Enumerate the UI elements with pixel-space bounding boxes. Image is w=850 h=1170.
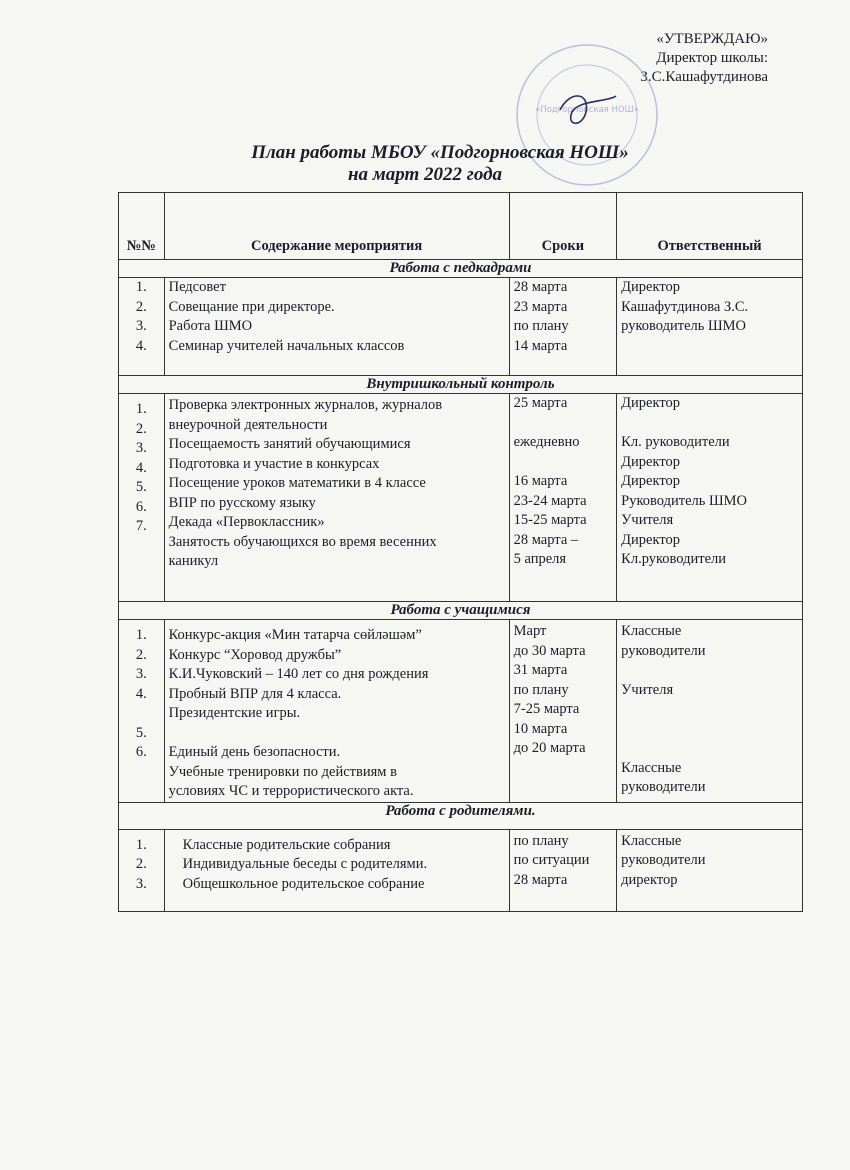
item-number: 3. <box>135 318 147 334</box>
item-content: каникул <box>168 553 219 569</box>
item-number: 5. <box>135 724 147 741</box>
item-date: 25 марта <box>513 395 568 411</box>
item-content: Декада «Первоклассник» <box>168 514 325 530</box>
item-number: 1. <box>135 401 147 417</box>
item-numbers <box>119 394 165 602</box>
item-number: 4. <box>135 685 147 702</box>
item-date: Март <box>513 623 547 639</box>
item-number: 4. <box>135 459 147 476</box>
header-dates: Сроки <box>509 193 617 260</box>
item-responsible: Классные <box>621 832 682 849</box>
item-number: 7. <box>135 518 147 534</box>
title-line-2: на март 2022 года <box>347 164 503 185</box>
spacer <box>621 700 798 720</box>
item-date: 23-24 марта <box>513 492 587 509</box>
item-responsible: Директор <box>621 531 680 548</box>
item-responsible: Директор <box>621 395 680 411</box>
section-row <box>119 260 803 278</box>
item-content: Общешкольное родительское собрание <box>182 875 425 892</box>
header-responsible: Ответственный <box>617 193 803 260</box>
section-title: Работа с педкадрами <box>119 260 803 278</box>
item-content: Конкурс-акция «Мин татарча сөйләшәм” <box>168 627 422 643</box>
item-number: 3. <box>135 666 147 682</box>
item-number: 1. <box>135 836 147 853</box>
item-date: 31 марта <box>513 662 568 678</box>
spacer <box>514 414 613 434</box>
item-content: ВПР по русскому языку <box>168 494 316 511</box>
plan-table <box>118 192 803 912</box>
item-date: до 20 марта <box>513 740 586 756</box>
item-content: Совещание при директоре. <box>168 298 335 315</box>
item-content: Президентские игры. <box>168 705 301 721</box>
item-responsibles <box>617 394 803 602</box>
item-content: Индивидуальные беседы с родителями. <box>182 856 428 872</box>
item-content: Учебные тренировки по действиям в <box>168 763 397 780</box>
item-content: условиях ЧС и террористического акта. <box>168 783 414 799</box>
item-responsible: Руководитель ШМО <box>621 492 747 509</box>
item-responsible: Директор <box>621 453 680 470</box>
item-content: Занятость обучающихся во время весенних <box>168 533 437 550</box>
item-date: 7-25 марта <box>513 701 580 717</box>
item-content: Пробный ВПР для 4 класса. <box>168 685 342 702</box>
item-responsible: Классные <box>621 623 682 639</box>
item-numbers <box>119 620 165 803</box>
item-responsible: Директор <box>621 473 680 489</box>
item-contents <box>164 394 509 602</box>
item-date: 10 марта <box>513 720 568 737</box>
item-date: по плану <box>513 681 569 698</box>
stamp-text: «Подгорновская НОШ» <box>535 105 639 115</box>
spacer <box>621 661 798 681</box>
section-row <box>119 602 803 620</box>
section-title: Работа с родителями. <box>119 802 803 829</box>
spacer <box>514 453 613 473</box>
item-responsible: Кл.руководители <box>621 551 727 567</box>
header-content: Содержание мероприятия <box>164 193 509 260</box>
spacer <box>169 724 505 744</box>
item-dates <box>509 829 617 911</box>
item-date: 28 марта <box>513 279 568 295</box>
item-responsible: Кашафутдинова З.С. <box>621 298 749 315</box>
item-responsibles <box>617 829 803 911</box>
spacer <box>621 739 798 759</box>
item-date: 28 марта – <box>513 531 579 548</box>
item-contents <box>164 278 509 376</box>
item-number: 1. <box>135 279 147 295</box>
item-dates <box>509 394 617 602</box>
item-date: до 30 марта <box>513 642 586 659</box>
item-date: 15-25 марта <box>513 512 587 528</box>
header-num: №№ <box>119 193 165 260</box>
item-number: 3. <box>135 440 147 456</box>
approval-heading: «УТВЕРЖДАЮ» <box>656 31 768 47</box>
approval-position: Директор школы: <box>656 50 768 66</box>
item-number: 6. <box>135 498 147 515</box>
item-responsibles <box>617 278 803 376</box>
item-dates <box>509 278 617 376</box>
item-content: Педсовет <box>168 279 226 295</box>
item-dates <box>509 620 617 803</box>
spacer <box>621 414 798 434</box>
item-content: Классные родительские собрания <box>182 836 391 853</box>
section-title: Внутришкольный контроль <box>119 376 803 394</box>
table-header-row <box>119 193 803 260</box>
item-responsible: Кл. руководители <box>621 434 730 450</box>
item-content: Посещаемость занятий обучающимися <box>168 436 411 452</box>
item-date: по ситуации <box>513 852 590 868</box>
item-number: 2. <box>135 298 147 315</box>
section-title: Работа с учащимися <box>119 602 803 620</box>
item-content: Работа ШМО <box>168 318 253 334</box>
document-title <box>0 142 850 186</box>
item-responsible: Директор <box>621 279 680 295</box>
item-numbers <box>119 829 165 911</box>
item-number: 2. <box>135 856 147 872</box>
spacer <box>621 720 798 740</box>
item-date: 23 марта <box>513 298 568 315</box>
item-content: Подготовка и участие в конкурсах <box>168 455 380 472</box>
item-date: 5 апреля <box>513 551 567 567</box>
item-responsible: руководители <box>621 852 706 868</box>
table-row <box>119 829 803 911</box>
table-row <box>119 620 803 803</box>
item-date: 16 марта <box>513 473 568 489</box>
section-row <box>119 376 803 394</box>
item-number: 2. <box>135 420 147 437</box>
item-responsible: руководители <box>621 779 706 795</box>
item-content: Семинар учителей начальных классов <box>168 337 405 354</box>
item-responsible: руководитель ШМО <box>621 318 746 334</box>
table-row <box>119 394 803 602</box>
item-number: 5. <box>135 479 147 495</box>
section-row <box>119 802 803 829</box>
item-contents <box>164 829 509 911</box>
item-responsible: Классные <box>621 759 682 776</box>
item-number: 4. <box>135 337 147 354</box>
spacer <box>123 704 160 724</box>
item-responsible: Учителя <box>621 681 674 698</box>
item-content: Единый день безопасности. <box>168 744 341 760</box>
item-content: К.И.Чуковский – 140 лет со дня рождения <box>168 666 429 682</box>
item-numbers <box>119 278 165 376</box>
item-content: Конкурс “Хоровод дружбы” <box>168 646 342 663</box>
title-line-1: План работы МБОУ «Подгорновская НОШ» <box>251 142 629 163</box>
item-date: 28 марта <box>513 871 568 888</box>
item-content: Проверка электронных журналов, журналов <box>168 397 443 413</box>
item-number: 1. <box>135 627 147 643</box>
item-number: 6. <box>135 744 147 760</box>
item-number: 2. <box>135 646 147 663</box>
item-contents <box>164 620 509 803</box>
item-date: ежедневно <box>513 434 580 450</box>
item-date: по плану <box>513 318 569 334</box>
item-responsible: руководители <box>621 642 706 659</box>
approval-name: З.С.Кашафутдинова <box>640 69 768 85</box>
item-date: по плану <box>513 832 569 849</box>
item-responsible: Учителя <box>621 512 674 528</box>
item-content: Посещение уроков математики в 4 классе <box>168 475 426 491</box>
table-row <box>119 278 803 376</box>
item-number: 3. <box>135 875 147 892</box>
item-content: внеурочной деятельности <box>168 416 328 433</box>
item-responsibles <box>617 620 803 803</box>
item-responsible: директор <box>621 871 678 888</box>
item-date: 14 марта <box>513 337 568 354</box>
